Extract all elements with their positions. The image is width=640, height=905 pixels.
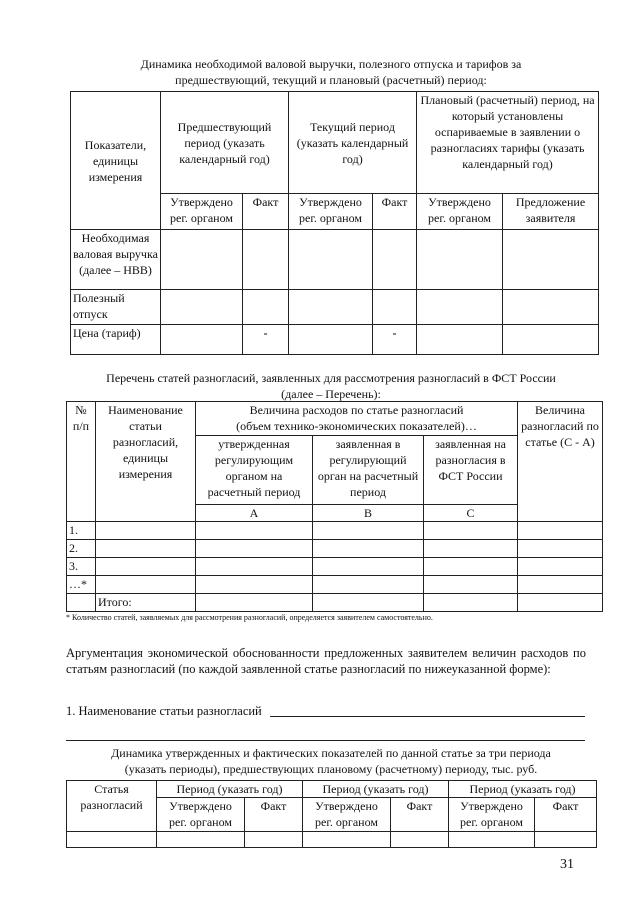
argumentation-paragraph: Аргументация экономической обоснованности предложенных заявителем величин расходов по статьям разногласий (по каждой заявленной статье разногласий по нижеуказанной форме):: [66, 646, 586, 676]
header-indicators: Показатели, единицы измерения: [71, 92, 161, 230]
table-row: [67, 522, 603, 540]
table-cell: [518, 576, 603, 594]
sub-approved: Утверждено рег. органом: [303, 798, 391, 832]
table-cell: [196, 558, 313, 576]
table-cell: [161, 325, 243, 355]
header-difference: Величина разногласий по статье (С - А): [518, 402, 603, 522]
column-letter-a: А: [196, 505, 313, 522]
table-cell: [313, 540, 424, 558]
table-cell: [196, 594, 313, 612]
table-cell: [503, 325, 599, 355]
table-cell: [518, 558, 603, 576]
table-cell: [196, 540, 313, 558]
sub-proposal: Предложение заявителя: [503, 194, 599, 230]
table-cell: [417, 290, 503, 325]
table3-caption: [66, 745, 596, 777]
header-period-3: Период (указать год): [449, 781, 597, 798]
table-row-total: [67, 594, 603, 612]
table-cell: [424, 594, 518, 612]
table-cell: [161, 290, 243, 325]
header-current-period: Текущий период (указать календарный год): [289, 92, 417, 194]
table-cell: [196, 522, 313, 540]
table-row: [71, 230, 599, 290]
total-label: Итого:: [96, 594, 196, 612]
table-cell: [245, 832, 303, 848]
table1: [70, 91, 599, 355]
row-label-price: Цена (тариф): [71, 325, 161, 355]
table-cell: [243, 290, 289, 325]
header-planned-period: Плановый (расчетный) период, на который установлены оспариваемые в заявлении о разногласиях тарифы (указать календарный год): [417, 92, 599, 194]
table-cell: [161, 230, 243, 290]
table2: [66, 401, 603, 612]
table-row: [67, 576, 603, 594]
fill-in-line: [270, 716, 585, 717]
table-cell: [303, 832, 391, 848]
header-period-2: Период (указать год): [303, 781, 449, 798]
table-cell: [196, 576, 313, 594]
row-number: 3.: [67, 558, 96, 576]
header-expense-value-line2: (объем технико-экономических показателей)…: [236, 419, 477, 433]
table-row: [67, 832, 597, 848]
table1-caption-line2: предшествующий, текущий и плановый (расчетный) период:: [175, 73, 487, 87]
table-cell: [535, 832, 597, 848]
table-cell: [518, 522, 603, 540]
header-number: № п/п: [67, 402, 96, 522]
table-cell: [313, 558, 424, 576]
table-cell: [157, 832, 245, 848]
row-label-nvv: Необходимая валовая выручка (далее – НВВ): [71, 230, 161, 290]
sub-fact: Факт: [391, 798, 449, 832]
table-cell: [289, 230, 373, 290]
sub-claimed-to-fst: заявленная на разногласия в ФСТ России: [424, 436, 518, 505]
table2-caption-line2: (далее – Перечень):: [281, 387, 381, 401]
table-row: [67, 558, 603, 576]
sub-approved: Утверждено рег. органом: [157, 798, 245, 832]
header-article: Статья разногласий: [67, 781, 157, 832]
table-cell: [518, 594, 603, 612]
sub-fact: Факт: [373, 194, 417, 230]
table3-caption-line1: Динамика утвержденных и фактических показателей по данной статье за три периода: [111, 746, 551, 760]
sub-fact: Факт: [243, 194, 289, 230]
table-cell: [417, 325, 503, 355]
table1-caption-line1: Динамика необходимой валовой выручки, полезного отпуска и тарифов за: [140, 57, 522, 71]
table-cell: [96, 558, 196, 576]
table-cell: [313, 594, 424, 612]
fill-in-line: [66, 740, 585, 741]
sub-fact: Факт: [245, 798, 303, 832]
sub-approved: Утверждено рег. органом: [289, 194, 373, 230]
sub-claimed-to-regulator: заявленная в регулирующий орган на расчетный период: [313, 436, 424, 505]
header-article-name: Наименование статьи разногласий, единицы измерения: [96, 402, 196, 522]
table-row: [67, 540, 603, 558]
page-number: 31: [560, 857, 574, 872]
table1-caption: [66, 56, 596, 88]
table-cell: [313, 576, 424, 594]
sub-fact: Факт: [535, 798, 597, 832]
table-cell: [96, 540, 196, 558]
article-name-label: 1. Наименование статьи разногласий: [66, 704, 262, 718]
table-cell: [424, 522, 518, 540]
row-number: 1.: [67, 522, 96, 540]
table-row: [71, 290, 599, 325]
table-cell: [503, 230, 599, 290]
table-cell: [424, 576, 518, 594]
header-expense-value-line1: Величина расходов по статье разногласий: [249, 403, 464, 417]
sub-approved: Утверждено рег. органом: [449, 798, 535, 832]
table-cell: [373, 290, 417, 325]
table-cell: [96, 576, 196, 594]
table-cell: [424, 558, 518, 576]
table-cell: [503, 290, 599, 325]
dash-mark: -: [373, 325, 417, 355]
header-previous-period: Предшествующий период (указать календарный год): [161, 92, 289, 194]
table-cell: [96, 522, 196, 540]
sub-approved: Утверждено рег. органом: [161, 194, 243, 230]
table-cell: [243, 230, 289, 290]
column-letter-c: С: [424, 505, 518, 522]
table-row: [71, 325, 599, 355]
table-cell: [391, 832, 449, 848]
table2-caption: [66, 370, 596, 402]
sub-approved: Утверждено рег. органом: [417, 194, 503, 230]
table2-caption-line1: Перечень статей разногласий, заявленных для рассмотрения разногласий в ФСТ России: [106, 371, 556, 385]
dash-mark: -: [243, 325, 289, 355]
footnote: * Количество статей, заявляемых для рассмотрения разногласий, определяется заявителем самостоятельно.: [66, 613, 433, 622]
table-cell: [373, 230, 417, 290]
table-cell: [289, 325, 373, 355]
table-cell: [289, 290, 373, 325]
table-cell: [67, 832, 157, 848]
table3: [66, 780, 597, 848]
column-letter-b: В: [313, 505, 424, 522]
header-period-1: Период (указать год): [157, 781, 303, 798]
row-number: …*: [67, 576, 96, 594]
table-cell: [313, 522, 424, 540]
table-cell: [518, 540, 603, 558]
sub-approved-by-regulator: утвержденная регулирующим органом на расчетный период: [196, 436, 313, 505]
table-cell: [417, 230, 503, 290]
table3-caption-line2: (указать периоды), предшествующих плановому (расчетному) периоду, тыс. руб.: [124, 762, 538, 776]
row-number: 2.: [67, 540, 96, 558]
table-cell: [424, 540, 518, 558]
row-label-useful-output: Полезный отпуск: [71, 290, 161, 325]
table-cell: [67, 594, 96, 612]
table-cell: [449, 832, 535, 848]
header-expense-value: [196, 402, 518, 436]
